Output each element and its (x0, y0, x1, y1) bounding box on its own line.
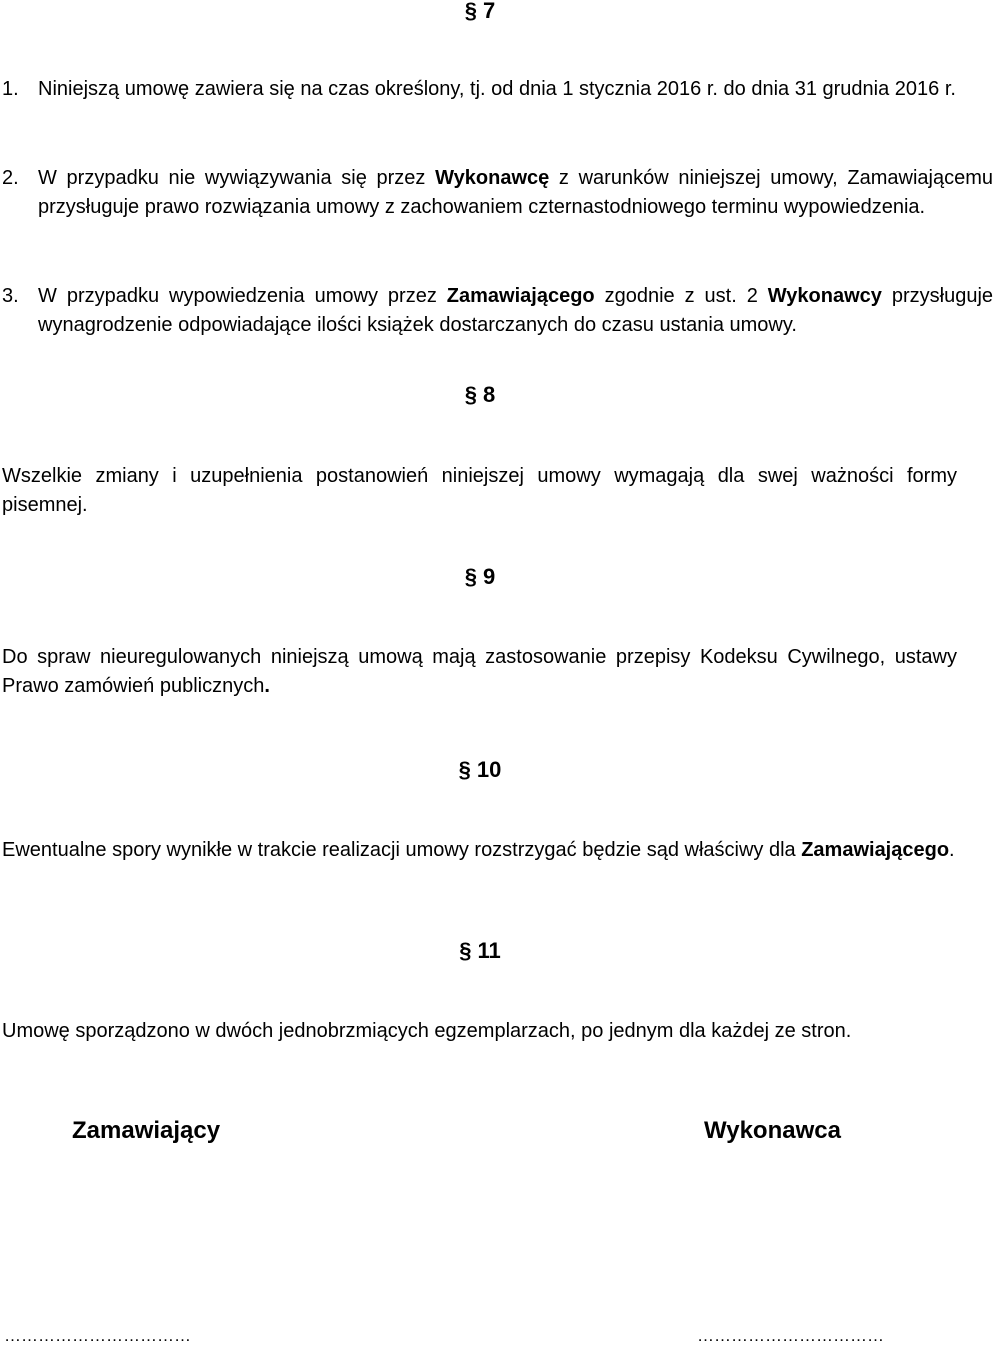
paragraph-text: Do spraw nieuregulowanych niniejszą umową mają zastosowanie przepisy Kodeksu Cywilnego, ustawy Prawo zamówień publicznych (2, 646, 957, 697)
paragraph-8: Wszelkie zmiany i uzupełnienia postanowień niniejszej umowy wymagają dla swej ważności formy pisemnej. (2, 465, 957, 516)
list-item-text: Niniejszą umowę zawiera się na czas określony, tj. od dnia 1 stycznia 2016 r. do dnia 31 grudnia 2016 r. (38, 78, 956, 100)
list-item-text: przysługuje wynagrodzenie odpowiadające ilości książek dostarczanych do czasu ustania umowy. (38, 285, 993, 336)
signature-line-left: …………………………… (4, 1326, 191, 1345)
list-item-text: W przypadku nie wywiązywania się przez (38, 167, 436, 189)
list-number: 2. (2, 167, 19, 189)
section-heading-9: § 9 (464, 564, 496, 589)
bold-term: Wykonawcy (767, 285, 882, 307)
paragraph-end: . (949, 839, 955, 861)
signature-label-left: Zamawiający (72, 1117, 221, 1144)
list-item-text: W przypadku wypowiedzenia umowy przez (38, 285, 447, 307)
bold-term: Wykonawcę (435, 167, 550, 189)
list-number: 3. (2, 285, 19, 307)
section-heading-10: § 10 (458, 757, 502, 782)
paragraph-11: Umowę sporządzono w dwóch jednobrzmiących egzemplarzach, po jednym dla każdej ze stron. (2, 1020, 852, 1042)
section-heading-7: § 7 (464, 0, 496, 23)
list-item-text: z warunków niniejszej umowy, Zamawiającemu przysługuje prawo rozwiązania umowy z zachowaniem czternastodniowego terminu wypowiedzenia. (38, 167, 993, 218)
bold-term: Zamawiającego (446, 285, 595, 307)
list-item-1 (2, 75, 993, 104)
list-item-text: zgodnie z ust. 2 (594, 285, 768, 307)
paragraph-end: . (264, 675, 270, 697)
section-heading-8: § 8 (464, 382, 496, 407)
section-heading-11: § 11 (459, 938, 501, 963)
signature-label-right: Wykonawca (704, 1117, 841, 1144)
list-number: 1. (2, 78, 19, 100)
paragraph-text: Ewentualne spory wynikłe w trakcie realizacji umowy rozstrzygać będzie sąd właściwy dla (2, 839, 802, 861)
list-item-3 (2, 282, 993, 340)
signature-line-right: …………………………… (697, 1326, 884, 1345)
bold-term: Zamawiającego (801, 839, 950, 861)
paragraph-10 (2, 836, 957, 865)
paragraph-9 (2, 643, 957, 701)
list-item-2 (2, 164, 993, 222)
